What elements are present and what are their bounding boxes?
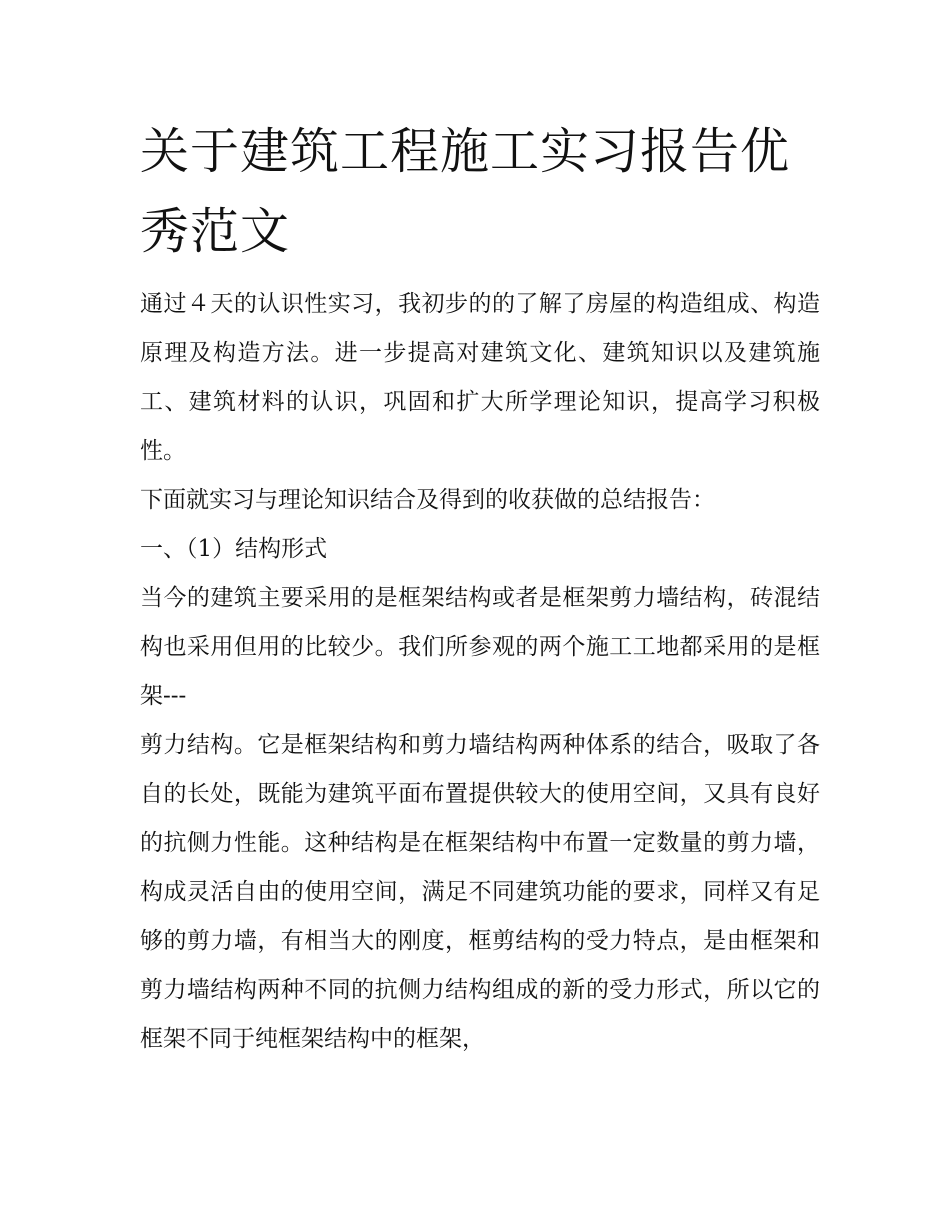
- title-line-1: 关于建筑工程施工实习报告优: [140, 123, 791, 180]
- paragraph-intro: 通过４天的认识性实习，我初步的的了解了房屋的构造组成、构造原理及构造方法。进一步提高对建筑文化、建筑知识以及建筑施工、建筑材料的认识，巩固和扩大所学理论知识，提高学习积极性。: [140, 291, 820, 464]
- section-heading-structure: 一、（1）结构形式: [140, 536, 328, 562]
- title-line-2: 秀范文: [140, 203, 291, 260]
- document-title: [140, 112, 820, 272]
- paragraph-summary-lead: 下面就实习与理论知识结合及得到的收获做的总结报告：: [140, 487, 715, 513]
- paragraph-frame-shear: 剪力结构。它是框架结构和剪力墙结构两种体系的结合，吸取了各自的长处，既能为建筑平面布置提供较大的使用空间，又具有良好的抗侧力性能。这种结构是在框架结构中布置一定数量的剪力墙，构成灵活自由的使用空间，满足不同建筑功能的要求，同样又有足够的剪力墙，有相当大的刚度，框剪结构的受力特点，是由框架和剪力墙结构两种不同的抗侧力结构组成的新的受力形式，所以它的框架不同于纯框架结构中的框架，: [140, 732, 820, 1052]
- document-body: [140, 280, 820, 1064]
- paragraph-structure-types: 当今的建筑主要采用的是框架结构或者是框架剪力墙结构，砖混结构也采用但用的比较少。我们所参观的两个施工工地都采用的是框架---: [140, 585, 820, 709]
